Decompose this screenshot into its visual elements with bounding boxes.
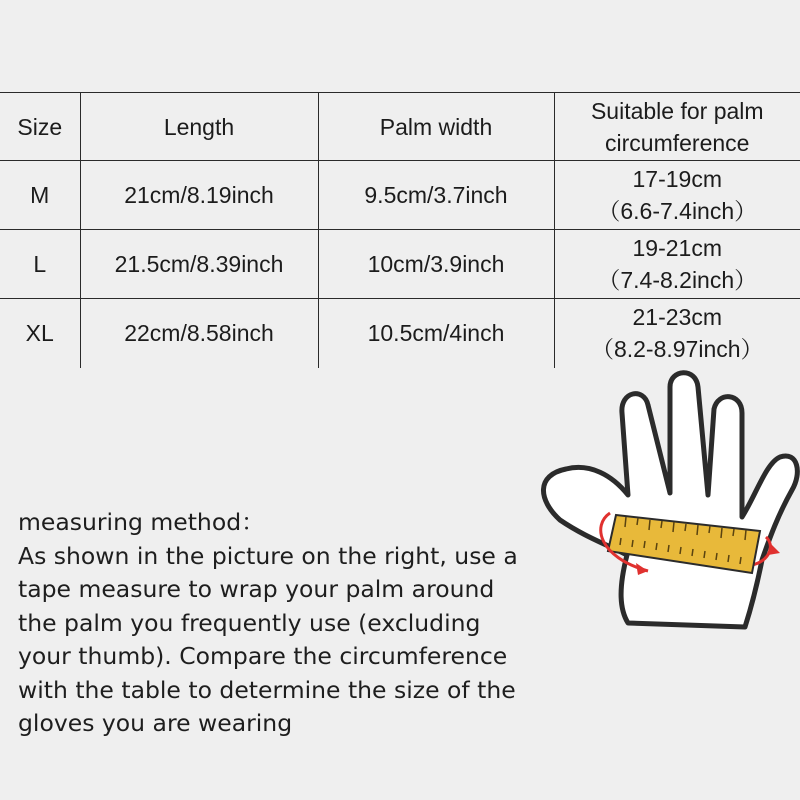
cell-circumference [554,299,800,368]
cell-size: L [0,230,80,299]
table-row [0,299,800,368]
header-size: Size [0,93,80,161]
method-heading: measuring method： [18,508,265,536]
cell-circ-inch: （6.6-7.4inch） [597,198,758,224]
table-row [0,230,800,299]
table-header-row [0,93,800,161]
header-circumference-line2: circumference [605,129,750,156]
method-body: As shown in the picture on the right, use a tape measure to wrap your palm around the palm you frequently use (excluding your thumb). Compare the circumference with the table to determine the size of the gloves you are wearing [18,541,518,737]
cell-palm-width: 9.5cm/3.7inch [318,161,554,230]
cell-circ-inch: （8.2-8.97inch） [590,336,764,363]
measuring-method [18,506,518,741]
cell-palm-width: 10.5cm/4inch [318,299,554,368]
cell-circumference [554,161,800,230]
header-palm-width: Palm width [318,93,554,161]
hand-measure-icon [530,365,800,635]
header-circumference [554,93,800,161]
cell-palm-width: 10cm/3.9inch [318,230,554,299]
size-chart-table [0,92,800,368]
table-row [0,161,800,230]
cell-circumference [554,230,800,299]
cell-length: 21cm/8.19inch [80,161,318,230]
cell-size: M [0,161,80,230]
cell-circ-cm: 21-23cm [632,304,722,331]
cell-circ-cm: 19-21cm [632,235,722,261]
header-length: Length [80,93,318,161]
cell-circ-inch: （7.4-8.2inch） [597,267,758,293]
cell-length: 21.5cm/8.39inch [80,230,318,299]
cell-size: XL [0,299,80,368]
header-circumference-line1: Suitable for palm [590,97,764,124]
cell-circ-cm: 17-19cm [632,166,722,192]
cell-length: 22cm/8.58inch [80,299,318,368]
